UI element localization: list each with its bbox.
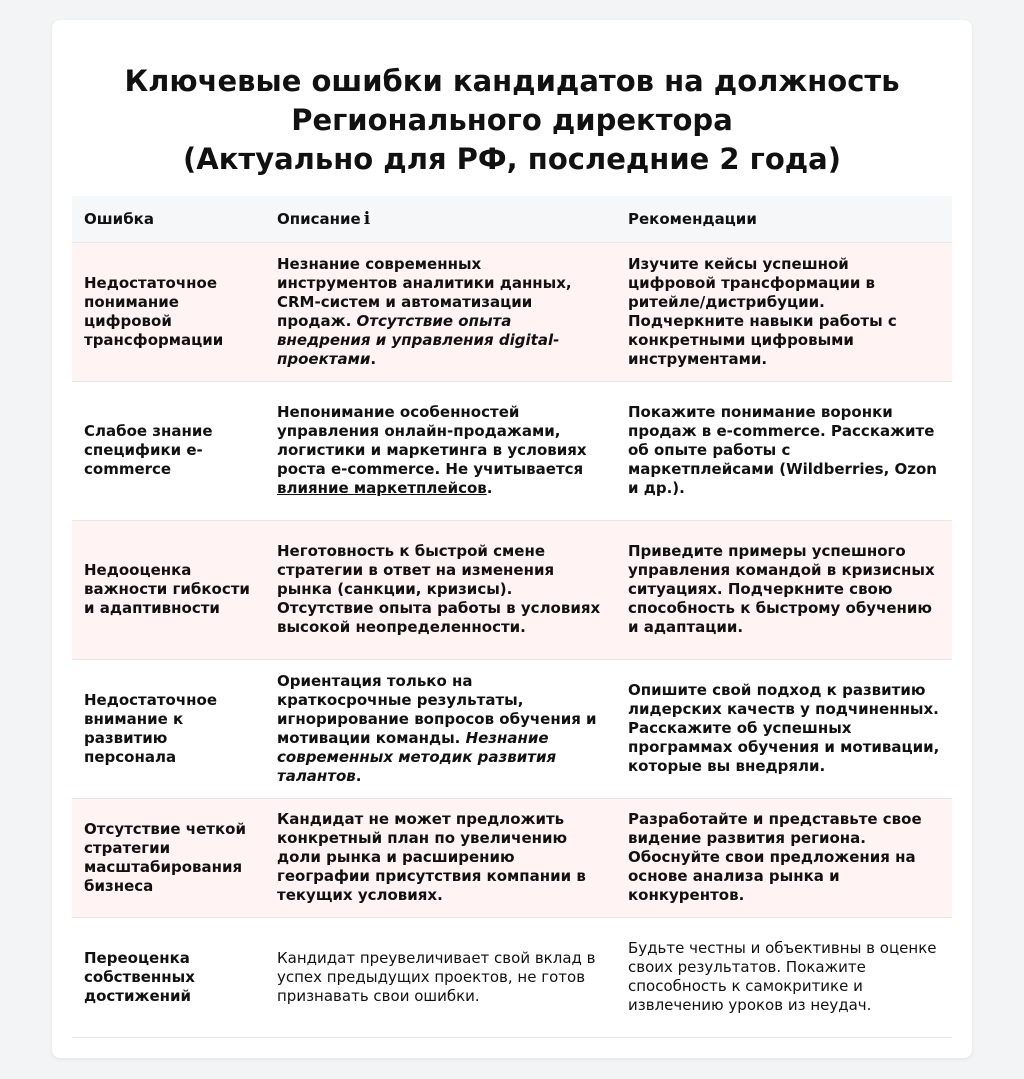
header-description: Описание i [265,196,616,242]
error-cell: Отсутствие четкой стратегии масштабирования бизнеса [72,798,265,917]
table-row [72,242,952,381]
error-cell: Недостаточное понимание цифровой трансформации [72,242,265,381]
error-cell: Слабое знание специфики e-commerce [72,381,265,520]
table-row [72,520,952,659]
description-cell: Ориентация только на краткосрочные результаты, игнорирование вопросов обучения и мотивации команды. Незнание современных методик развития талантов. [265,659,616,798]
error-cell: Переоценка собственных достижений [72,917,265,1037]
header-error: Ошибка [72,196,265,242]
recommendation-cell: Изучите кейсы успешной цифровой трансформации в ритейле/дистрибуции. Подчеркните навыки работы с конкретными цифровыми инструментами. [616,242,952,381]
error-cell: Недооценка важности гибкости и адаптивности [72,520,265,659]
underlined-term: влияние маркетплейсов [277,479,487,497]
recommendation-cell: Приведите примеры успешного управления командой в кризисных ситуациях. Подчеркните свою способность к быстрому обучению и адаптации. [616,520,952,659]
errors-table [72,196,952,1038]
title-line-1: Ключевые ошибки кандидатов на должность [124,64,900,98]
description-cell: Неготовность к быстрой смене стратегии в ответ на изменения рынка (санкции, кризисы). Отсутствие опыта работы в условиях высокой неопределенности. [265,520,616,659]
description-cell: Кандидат преувеличивает свой вклад в успех предыдущих проектов, не готов признавать свои ошибки. [265,917,616,1037]
page-title [52,62,972,179]
title-line-2: Регионального директора [291,103,733,137]
table-row [72,659,952,798]
recommendation-cell: Опишите свой подход к развитию лидерских качеств у подчиненных. Расскажите об успешных программах обучения и мотивации, которые вы внедряли. [616,659,952,798]
table-header-row [72,196,952,242]
table-row [72,798,952,917]
description-cell: Незнание современных инструментов аналитики данных, CRM-систем и автоматизации продаж. Отсутствие опыта внедрения и управления digital-проектами. [265,242,616,381]
recommendation-cell: Будьте честны и объективны в оценке своих результатов. Покажите способность к самокритике и извлечению уроков из неудач. [616,917,952,1037]
header-recommendations: Рекомендации [616,196,952,242]
recommendation-cell: Разработайте и представьте свое видение развития региона. Обоснуйте свои предложения на основе анализа рынка и конкурентов. [616,798,952,917]
table-row [72,917,952,1037]
info-icon[interactable]: i [363,208,371,229]
table-row [72,381,952,520]
description-cell: Кандидат не может предложить конкретный план по увеличению доли рынка и расширению географии присутствия компании в текущих условиях. [265,798,616,917]
content-card [52,20,972,1058]
title-line-3: (Актуально для РФ, последние 2 года) [183,142,841,176]
error-cell: Недостаточное внимание к развитию персонала [72,659,265,798]
description-cell: Непонимание особенностей управления онлайн-продажами, логистики и маркетинга в условиях роста e-commerce. Не учитывается влияние маркетплейсов. [265,381,616,520]
recommendation-cell: Покажите понимание воронки продаж в e-commerce. Расскажите об опыте работы с маркетплейсами (Wildberries, Ozon и др.). [616,381,952,520]
